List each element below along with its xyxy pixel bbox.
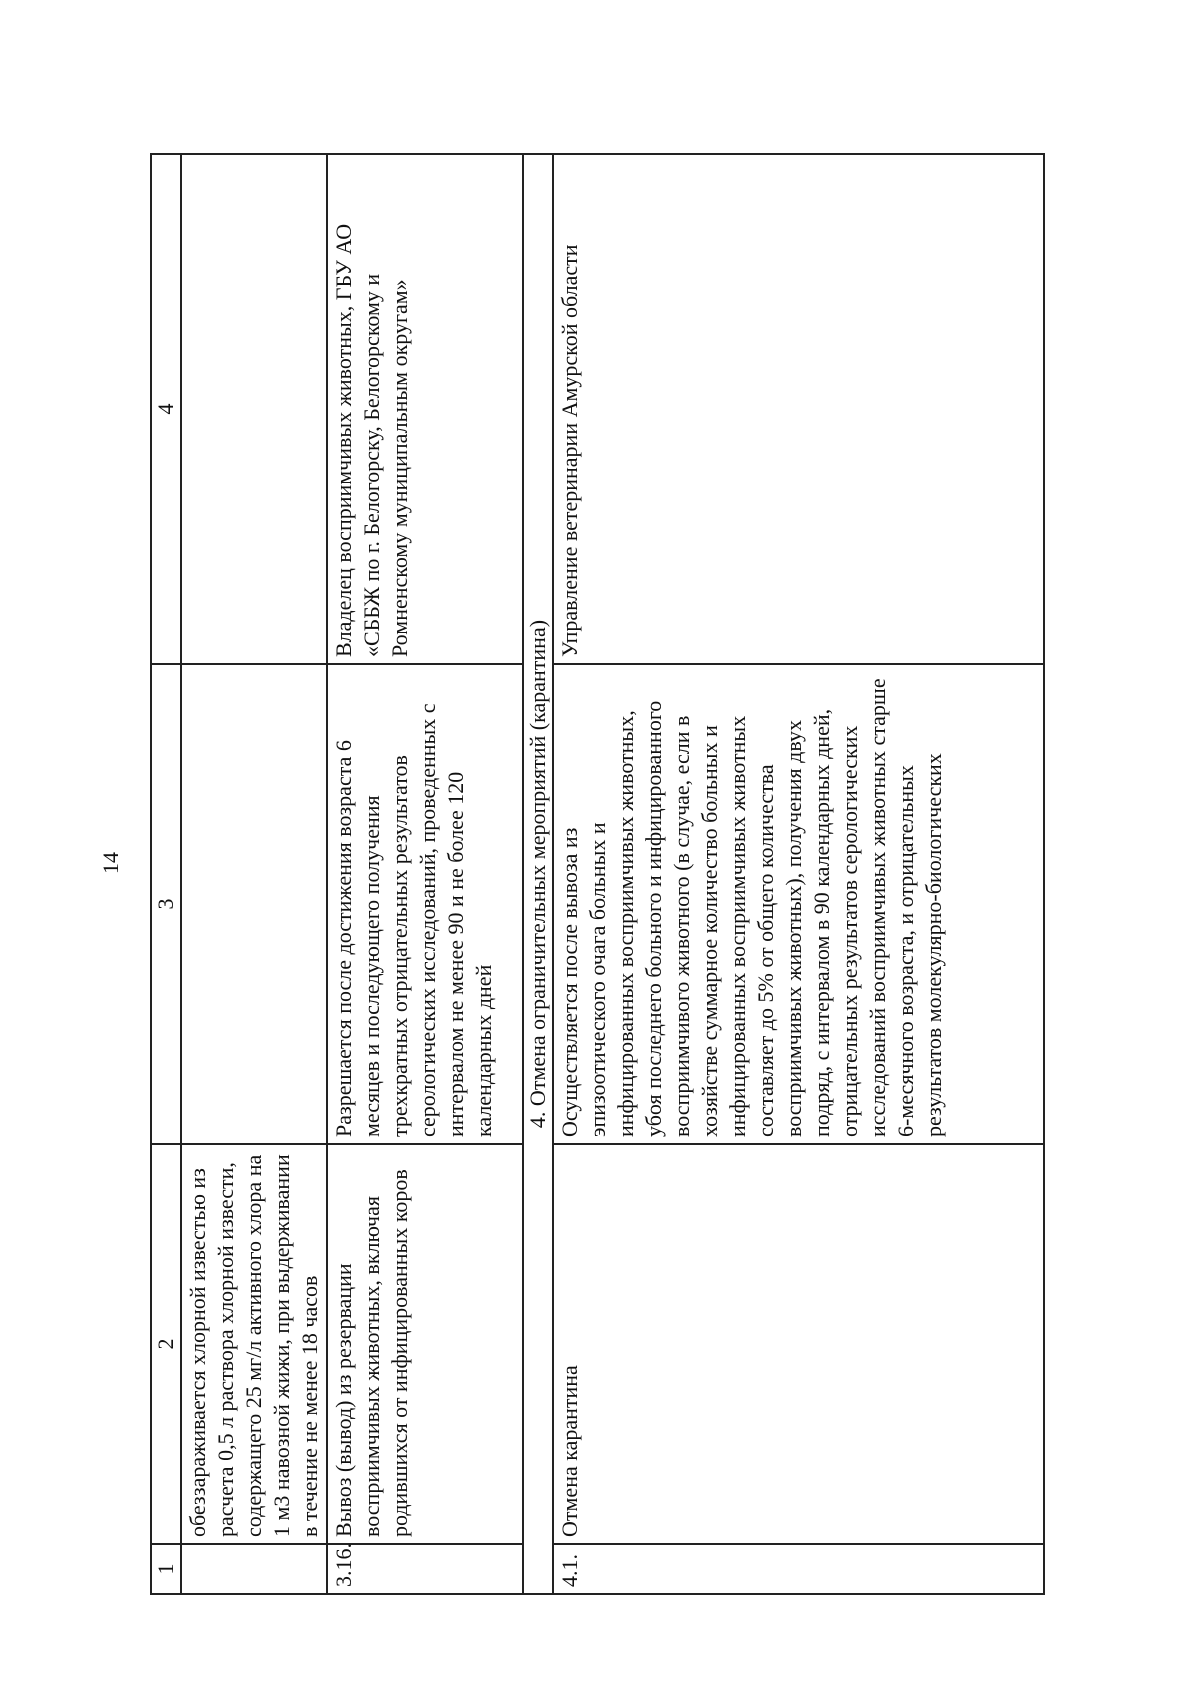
row-responsible xyxy=(181,154,327,664)
row-measure: Вывоз (вывод) из резервации восприимчивых животных, включая родившихся от инфицированных коров xyxy=(327,1144,523,1544)
header-col-4: 4 xyxy=(151,154,181,664)
page-number: 14 xyxy=(98,852,123,874)
document-sheet xyxy=(150,155,1060,1595)
row-term: Осуществляется после вывоза из эпизоотического очага больных и инфицированных восприимчивых животных, убоя последнего больного и инфицированного восприимчивого животного (в случае, если в хозяйстве суммарное количество больных и инфицированных восприимчивых животных составляет до 5% от общего количества восприимчивых животных), получения двух подряд, с интервалом в 90 календарных дней, отрицательных результатов серологических исследований восприимчивых животных старше 6-месячного возраста, и отрицательных результатов молекулярно-биологических xyxy=(553,664,1044,1144)
table-row xyxy=(553,154,1044,1594)
row-number: 4.1. xyxy=(553,1544,1044,1594)
section-header-row xyxy=(523,154,553,1594)
table-header-row xyxy=(151,154,181,1594)
header-col-1: 1 xyxy=(151,1544,181,1594)
row-term xyxy=(181,664,327,1144)
section-title: 4. Отмена ограничительных мероприятий (карантина) xyxy=(523,154,553,1594)
row-measure: Отмена карантина xyxy=(553,1144,1044,1544)
header-col-2: 2 xyxy=(151,1144,181,1544)
header-col-3: 3 xyxy=(151,664,181,1144)
row-term: Разрешается после достижения возраста 6 месяцев и последующего получения трехкратных отрицательных результатов серологических исследований, проведенных с интервалом не менее 90 и не более 120 календарных дней xyxy=(327,664,523,1144)
measures-table xyxy=(150,153,1045,1595)
table-row xyxy=(181,154,327,1594)
row-responsible: Управление ветеринарии Амурской области xyxy=(553,154,1044,664)
row-measure: обеззараживается хлорной известью из расчета 0,5 л раствора хлорной извести, содержащего 25 мг/л активного хлора на 1 м3 навозной жижи, при выдерживании в течение не менее 18 часов xyxy=(181,1144,327,1544)
row-number xyxy=(181,1544,327,1594)
row-number: 3.16. xyxy=(327,1544,523,1594)
table-row xyxy=(327,154,523,1594)
row-responsible: Владелец восприимчивых животных, ГБУ АО «СББЖ по г. Белогорску, Белогорскому и Ромненскому муниципальным округам» xyxy=(327,154,523,664)
